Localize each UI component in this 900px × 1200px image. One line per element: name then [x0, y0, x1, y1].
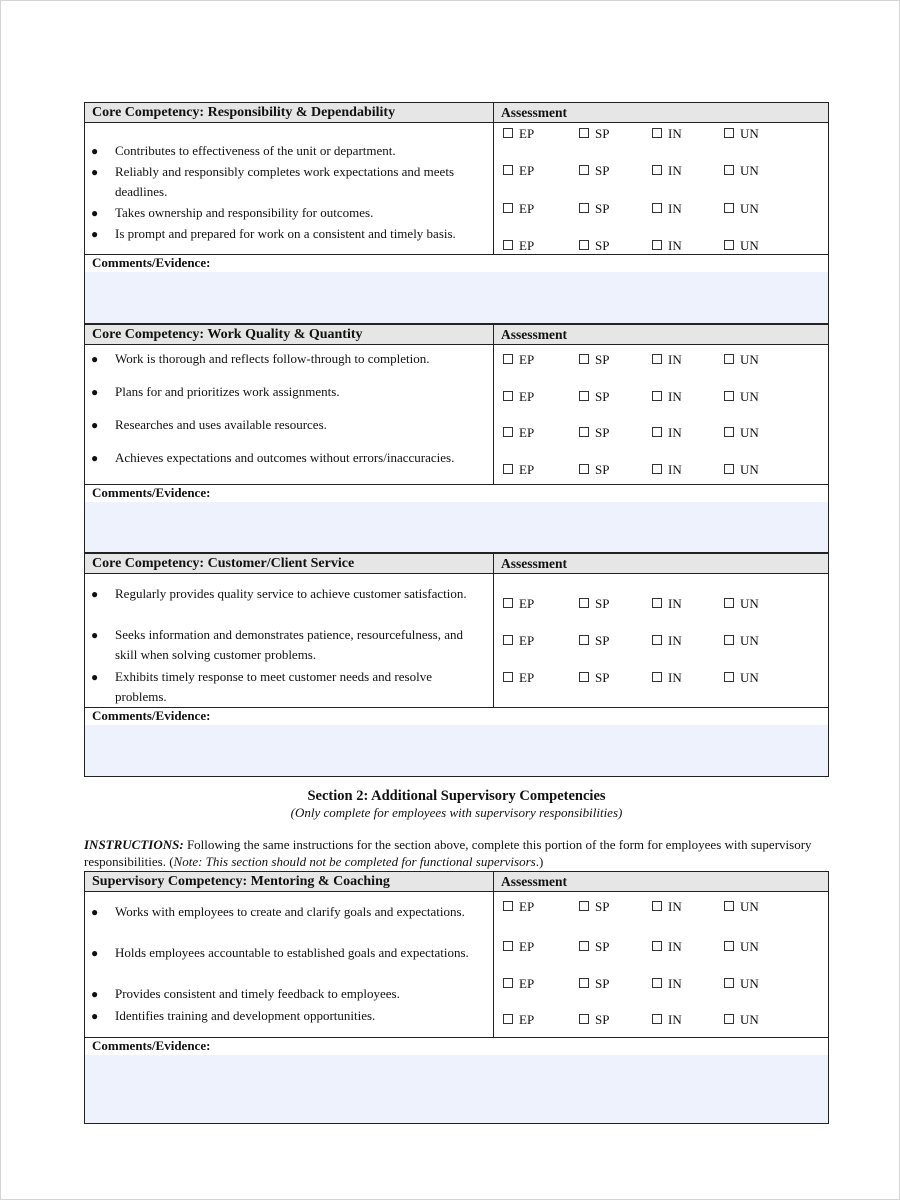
section-2-subtitle: (Only complete for employees with supervisory responsibilities) — [290, 805, 623, 820]
comments-section — [85, 254, 828, 323]
assessment-row — [494, 236, 828, 256]
competency-title: Supervisory Competency: Mentoring & Coaching — [85, 872, 494, 891]
comments-section — [85, 1037, 828, 1123]
checkbox-un[interactable]: UN — [724, 124, 759, 144]
assessment-row — [494, 161, 828, 181]
checkbox-ep[interactable]: EP — [503, 161, 534, 181]
checkbox-sp[interactable]: SP — [579, 594, 609, 614]
bullet-icon: ● — [91, 670, 99, 684]
comments-label: Comments/Evidence: — [85, 485, 828, 502]
bullet-icon: ● — [91, 144, 99, 158]
bullet-icon: ● — [91, 206, 99, 220]
bullet-icon: ● — [91, 987, 99, 1001]
checkbox-un[interactable]: UN — [724, 974, 759, 994]
assessment-options — [494, 123, 828, 254]
bullet-icon: ● — [91, 905, 99, 919]
assessment-header: Assessment — [501, 556, 567, 571]
checkbox-un[interactable]: UN — [724, 460, 759, 480]
assessment-row — [494, 937, 828, 957]
checkbox-sp[interactable]: SP — [579, 631, 609, 651]
table-header — [85, 554, 828, 574]
assessment-row — [494, 199, 828, 219]
bullet-icon: ● — [91, 165, 99, 179]
competency-title: Core Competency: Work Quality & Quantity — [85, 325, 494, 344]
assessment-row — [494, 423, 828, 443]
checkbox-ep[interactable]: EP — [503, 1010, 534, 1030]
assessment-header: Assessment — [501, 874, 567, 889]
bullet-icon: ● — [91, 385, 99, 399]
competency-title: Core Competency: Responsibility & Dependability — [85, 103, 494, 122]
checkbox-un[interactable]: UN — [724, 236, 759, 256]
checkbox-sp[interactable]: SP — [579, 937, 609, 957]
checkbox-ep[interactable]: EP — [503, 460, 534, 480]
checkbox-un[interactable]: UN — [724, 594, 759, 614]
assessment-row — [494, 897, 828, 917]
comments-label: Comments/Evidence: — [85, 708, 828, 725]
checkbox-sp[interactable]: SP — [579, 124, 609, 144]
bullet-icon: ● — [91, 227, 99, 241]
checkbox-ep[interactable]: EP — [503, 594, 534, 614]
bullet-icon: ● — [91, 418, 99, 432]
instructions-paragraph — [84, 836, 829, 870]
behaviors-list: ● Work is thorough and reflects follow-through to completion. ● Plans for and prioritizes work assignments. ● Researches and uses available resources. ● Achieves expectations and outcomes without errors/inaccuracies. — [85, 345, 494, 484]
checkbox-in[interactable]: IN — [652, 1010, 682, 1030]
checkbox-un[interactable]: UN — [724, 199, 759, 219]
checkbox-in[interactable]: IN — [652, 897, 682, 917]
checkbox-in[interactable]: IN — [652, 594, 682, 614]
checkbox-un[interactable]: UN — [724, 937, 759, 957]
checkbox-un[interactable]: UN — [724, 1010, 759, 1030]
checkbox-sp[interactable]: SP — [579, 1010, 609, 1030]
assessment-row — [494, 460, 828, 480]
checkbox-sp[interactable]: SP — [579, 974, 609, 994]
checkbox-sp[interactable]: SP — [579, 350, 609, 370]
checkbox-sp[interactable]: SP — [579, 668, 609, 688]
checkbox-in[interactable]: IN — [652, 161, 682, 181]
checkbox-ep[interactable]: EP — [503, 937, 534, 957]
checkbox-ep[interactable]: EP — [503, 897, 534, 917]
behaviors-list: ● Regularly provides quality service to achieve customer satisfaction. ● Seeks information and demonstrates patience, resourcefulness, and skill when solving customer problems. ● Exhibits timely response to meet customer needs and resolve problems. — [85, 574, 494, 707]
bullet-icon: ● — [91, 628, 99, 642]
checkbox-ep[interactable]: EP — [503, 423, 534, 443]
competency-title: Core Competency: Customer/Client Service — [85, 554, 494, 573]
checkbox-ep[interactable]: EP — [503, 668, 534, 688]
checkbox-ep[interactable]: EP — [503, 631, 534, 651]
checkbox-un[interactable]: UN — [724, 350, 759, 370]
checkbox-ep[interactable]: EP — [503, 236, 534, 256]
table-header — [85, 103, 828, 123]
comments-section — [85, 484, 828, 552]
assessment-row — [494, 124, 828, 144]
assessment-row — [494, 594, 828, 614]
competency-table-responsibility — [84, 102, 829, 324]
checkbox-un[interactable]: UN — [724, 161, 759, 181]
checkbox-in[interactable]: IN — [652, 350, 682, 370]
competency-table-mentoring — [84, 871, 829, 1124]
competency-table-work-quality — [84, 324, 829, 553]
comments-input[interactable] — [85, 502, 828, 552]
checkbox-un[interactable]: UN — [724, 897, 759, 917]
checkbox-ep[interactable]: EP — [503, 387, 534, 407]
checkbox-sp[interactable]: SP — [579, 423, 609, 443]
table-header — [85, 872, 828, 892]
checkbox-in[interactable]: IN — [652, 668, 682, 688]
assessment-options — [494, 892, 828, 1037]
instructions-label: INSTRUCTIONS: — [84, 837, 184, 852]
checkbox-in[interactable]: IN — [652, 124, 682, 144]
bullet-icon: ● — [91, 946, 99, 960]
assessment-row — [494, 974, 828, 994]
checkbox-in[interactable]: IN — [652, 423, 682, 443]
checkbox-sp[interactable]: SP — [579, 199, 609, 219]
assessment-options — [494, 345, 828, 484]
assessment-row — [494, 668, 828, 688]
comments-input[interactable] — [85, 1055, 828, 1123]
instructions-note-end: .) — [535, 854, 544, 869]
instructions-note: Note: This section should not be completed for functional supervisors — [173, 854, 536, 869]
checkbox-ep[interactable]: EP — [503, 199, 534, 219]
assessment-header: Assessment — [501, 105, 567, 120]
competency-table-customer-service — [84, 553, 829, 777]
bullet-icon: ● — [91, 587, 99, 601]
checkbox-in[interactable]: IN — [652, 460, 682, 480]
checkbox-in[interactable]: IN — [652, 199, 682, 219]
checkbox-un[interactable]: UN — [724, 423, 759, 443]
checkbox-sp[interactable]: SP — [579, 387, 609, 407]
checkbox-in[interactable]: IN — [652, 631, 682, 651]
comments-section — [85, 707, 828, 776]
section-2-title: Section 2: Additional Supervisory Competencies — [307, 788, 606, 804]
bullet-icon: ● — [91, 1009, 99, 1023]
assessment-row — [494, 1010, 828, 1030]
checkbox-sp[interactable]: SP — [579, 161, 609, 181]
assessment-row — [494, 387, 828, 407]
checkbox-ep[interactable]: EP — [503, 974, 534, 994]
bullet-icon: ● — [91, 352, 99, 366]
checkbox-in[interactable]: IN — [652, 974, 682, 994]
comments-label: Comments/Evidence: — [85, 255, 828, 272]
assessment-header: Assessment — [501, 327, 567, 342]
assessment-options — [494, 574, 828, 707]
checkbox-un[interactable]: UN — [724, 668, 759, 688]
checkbox-in[interactable]: IN — [652, 387, 682, 407]
checkbox-sp[interactable]: SP — [579, 460, 609, 480]
bullet-icon: ● — [91, 451, 99, 465]
behaviors-list: ● Contributes to effectiveness of the unit or department. ● Reliably and responsibly completes work expectations and meets deadlines. ● Takes ownership and responsibility for outcomes. ● Is prompt and prepared for work on a consistent and timely basis. — [85, 123, 494, 254]
assessment-row — [494, 631, 828, 651]
checkbox-sp[interactable]: SP — [579, 236, 609, 256]
comments-label: Comments/Evidence: — [85, 1038, 828, 1055]
instructions-text: Following the same instructions for the section above, complete this portion of the form for employees with supervisory responsibilities. ( — [84, 837, 812, 869]
comments-input[interactable] — [85, 725, 828, 776]
checkbox-in[interactable]: IN — [652, 937, 682, 957]
checkbox-ep[interactable]: EP — [503, 350, 534, 370]
behaviors-list: ● Works with employees to create and clarify goals and expectations. ● Holds employees accountable to established goals and expectations. ● Provides consistent and timely feedback to employees. ● Identifies training and development opportunities. — [85, 892, 494, 1037]
checkbox-sp[interactable]: SP — [579, 897, 609, 917]
comments-input[interactable] — [85, 272, 828, 323]
checkbox-un[interactable]: UN — [724, 631, 759, 651]
checkbox-in[interactable]: IN — [652, 236, 682, 256]
checkbox-ep[interactable]: EP — [503, 124, 534, 144]
assessment-row — [494, 350, 828, 370]
checkbox-un[interactable]: UN — [724, 387, 759, 407]
table-header — [85, 325, 828, 345]
